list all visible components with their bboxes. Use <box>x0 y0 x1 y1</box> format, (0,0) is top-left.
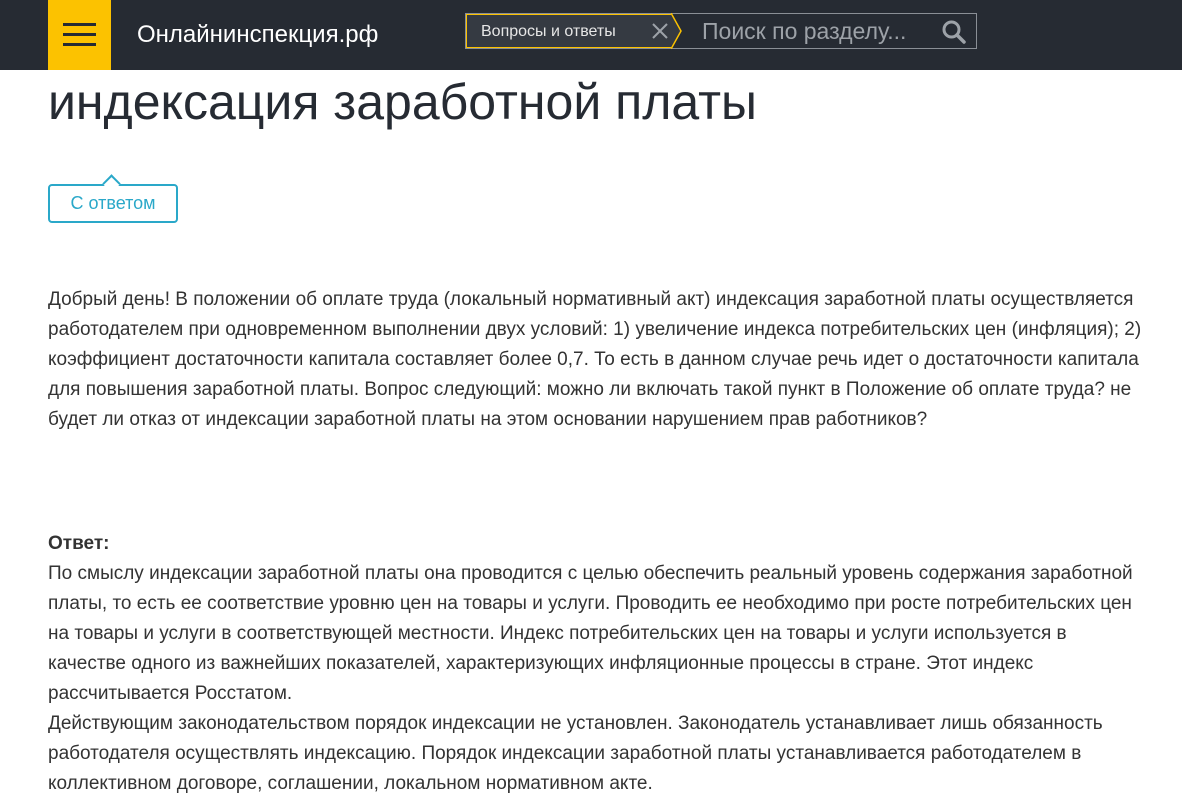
page-title: индексация заработной платы <box>48 74 757 130</box>
site-logo[interactable]: Онлайнинспекция.рф <box>137 21 379 48</box>
search-input[interactable] <box>702 17 932 45</box>
question-text: Добрый день! В положении об оплате труда (локальный нормативный акт) индексация заработной платы осуществляется работодателем при одновременном выполнении двух условий: 1) увеличение индекса потребительских цен (инфляция); 2) коэффициент достаточности капитала составляет более 0,7. То есть в данном случае речь идет о достаточности капитала для повышения заработной платы. Вопрос следующий: можно ли включать такой пункт в Положение об оплате труда? не будет ли отказ от индексации заработной платы на этом основании нарушением прав работников? <box>48 289 1142 430</box>
menu-icon-bar <box>63 33 96 36</box>
search-icon[interactable] <box>941 19 967 45</box>
section-search <box>465 13 977 49</box>
section-filter-tag <box>466 14 672 48</box>
answer-paragraph: По смыслу индексации заработной платы она проводится с целью обеспечить реальный уровень содержания заработной платы, то есть ее соответствие уровню цен на товары и услуги. Проводить ее необходимо при росте потребительских цен на товары и услуги в соответствующей местности. Индекс потребительских цен на товары и услуги используется в качестве одного из важнейших показателей, характеризующих инфляционные процессы в стране. Этот индекс рассчитывается Росстатом. <box>48 563 1133 704</box>
answer-heading: Ответ: <box>48 533 110 554</box>
status-badge: С ответом <box>48 184 178 223</box>
close-icon[interactable] <box>650 21 670 41</box>
answer-paragraph: Действующим законодательством порядок индексации не установлен. Законодатель устанавливает лишь обязанность работодателя осуществлять индексацию. Порядок индексации заработной платы устанавливается работодателем в коллективном договоре, соглашении, локальном нормативном акте. <box>48 713 1103 794</box>
menu-icon-bar <box>63 23 96 26</box>
menu-icon-bar <box>63 43 96 46</box>
answer-body <box>48 559 1148 799</box>
section-tag-label: Вопросы и ответы <box>481 23 616 40</box>
tag-arrow-icon <box>671 13 691 49</box>
menu-button[interactable] <box>48 0 111 70</box>
top-header <box>0 0 1182 70</box>
